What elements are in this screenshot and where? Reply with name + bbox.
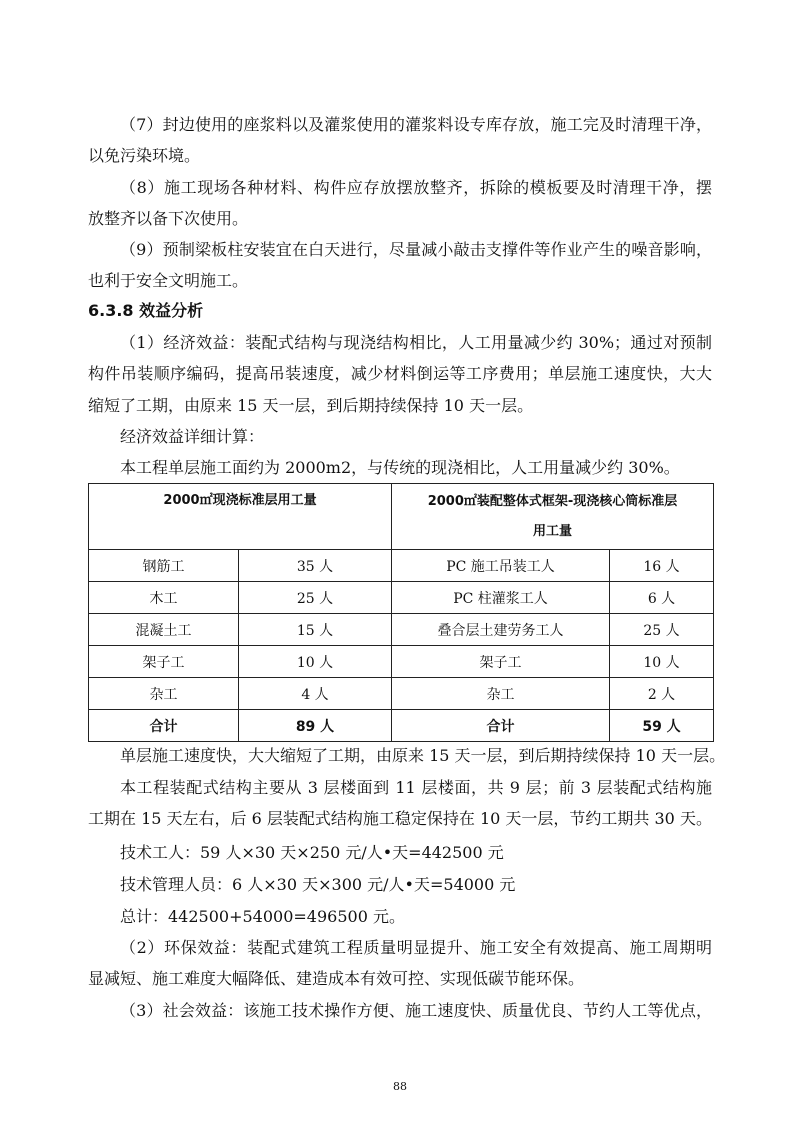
floors-summary-line-2: 工期在 15 天左右，后 6 层装配式结构施工稳定保持在 10 天一层，节约工期共 30 天。 xyxy=(88,809,712,828)
economic-detail-title: 经济效益详细计算： xyxy=(120,427,265,446)
environmental-benefit-line-1: （2）环保效益：装配式建筑工程质量明显提升、施工安全有效提高、施工周期明 xyxy=(120,938,712,957)
cell-left-name: 钢筋工 xyxy=(89,550,239,582)
economic-benefit-line-2: 构件吊装顺序编码，提高吊装速度，减少材料倒运等工序费用；单层施工速度快，大大 xyxy=(88,364,712,383)
paragraph-8-line-1: （8）施工现场各种材料、构件应存放摆放整齐，拆除的模板要及时清理干净，摆 xyxy=(120,178,712,197)
paragraph-9-line-2: 也利于安全文明施工。 xyxy=(88,271,249,290)
cell-right-name: PC 施工吊装工人 xyxy=(392,550,610,582)
speed-summary: 单层施工速度快，大大缩短了工期，由原来 15 天一层，到后期持续保持 10 天一层。 xyxy=(120,746,726,765)
technical-workers-calc: 技术工人：59 人×30 天×250 元/人•天=442500 元 xyxy=(120,843,504,862)
header-cast-in-place xyxy=(89,484,392,550)
total-left-label: 合计 xyxy=(89,710,239,742)
table-total-row xyxy=(89,710,714,742)
header-prefabricated-line-2: 用工量 xyxy=(533,523,573,539)
section-heading: 6.3.8 效益分析 xyxy=(88,301,204,320)
environmental-benefit-line-2: 显减短、施工难度大幅降低、建造成本有效可控、实现低碳节能环保。 xyxy=(88,969,585,988)
cell-left-name: 混凝土工 xyxy=(89,614,239,646)
table-row xyxy=(89,646,714,678)
economic-benefit-line-3: 缩短了工期，由原来 15 天一层，到后期持续保持 10 天一层。 xyxy=(88,396,534,415)
social-benefit-line-1: （3）社会效益：该施工技术操作方便、施工速度快、质量优良、节约人工等优点， xyxy=(120,1001,712,1020)
cell-left-count: 10 人 xyxy=(239,646,392,678)
labor-comparison-table xyxy=(88,483,714,742)
cell-left-name: 架子工 xyxy=(89,646,239,678)
cell-right-count: 25 人 xyxy=(610,614,714,646)
economic-benefit-line-1: （1）经济效益：装配式结构与现浇结构相比，人工用量减少约 30%；通过对预制 xyxy=(120,333,712,352)
total-right-count: 59 人 xyxy=(610,710,714,742)
cell-left-count: 4 人 xyxy=(239,678,392,710)
table-row xyxy=(89,678,714,710)
table-row xyxy=(89,614,714,646)
total-calc: 总计：442500+54000=496500 元。 xyxy=(120,907,405,926)
cell-left-count: 15 人 xyxy=(239,614,392,646)
paragraph-8-line-2: 放整齐以备下次使用。 xyxy=(88,209,249,228)
cell-right-count: 16 人 xyxy=(610,550,714,582)
paragraph-7-line-2: 以免污染环境。 xyxy=(88,146,201,165)
cell-right-name: 叠合层土建劳务工人 xyxy=(392,614,610,646)
table-row xyxy=(89,550,714,582)
economic-intro: 本工程单层施工面约为 2000m2，与传统的现浇相比，人工用量减少约 30%。 xyxy=(120,458,680,477)
cell-right-count: 10 人 xyxy=(610,646,714,678)
cell-left-name: 杂工 xyxy=(89,678,239,710)
header-cast-in-place-label: 2000㎡现浇标准层用工量 xyxy=(163,493,317,508)
cell-right-count: 6 人 xyxy=(610,582,714,614)
cell-left-name: 木工 xyxy=(89,582,239,614)
total-left-count: 89 人 xyxy=(239,710,392,742)
table-row xyxy=(89,582,714,614)
cell-right-count: 2 人 xyxy=(610,678,714,710)
cell-right-name: PC 柱灌浆工人 xyxy=(392,582,610,614)
total-right-label: 合计 xyxy=(392,710,610,742)
technical-managers-calc: 技术管理人员：6 人×30 天×300 元/人•天=54000 元 xyxy=(120,875,516,894)
paragraph-7-line-1: （7）封边使用的座浆料以及灌浆使用的灌浆料设专库存放，施工完及时清理干净， xyxy=(120,115,712,134)
table-header-row xyxy=(89,484,714,550)
page-number: 88 xyxy=(393,1080,407,1093)
header-prefabricated-line-1: 2000㎡装配整体式框架-现浇核心筒标准层 xyxy=(427,493,678,509)
cell-left-count: 25 人 xyxy=(239,582,392,614)
floors-summary-line-1: 本工程装配式结构主要从 3 层楼面到 11 层楼面，共 9 层；前 3 层装配式结构施 xyxy=(120,778,712,797)
cell-right-name: 架子工 xyxy=(392,646,610,678)
paragraph-9-line-1: （9）预制梁板柱安装宜在白天进行，尽量减小敲击支撑件等作业产生的噪音影响， xyxy=(120,240,712,259)
cell-right-name: 杂工 xyxy=(392,678,610,710)
cell-left-count: 35 人 xyxy=(239,550,392,582)
header-prefabricated xyxy=(392,484,714,550)
